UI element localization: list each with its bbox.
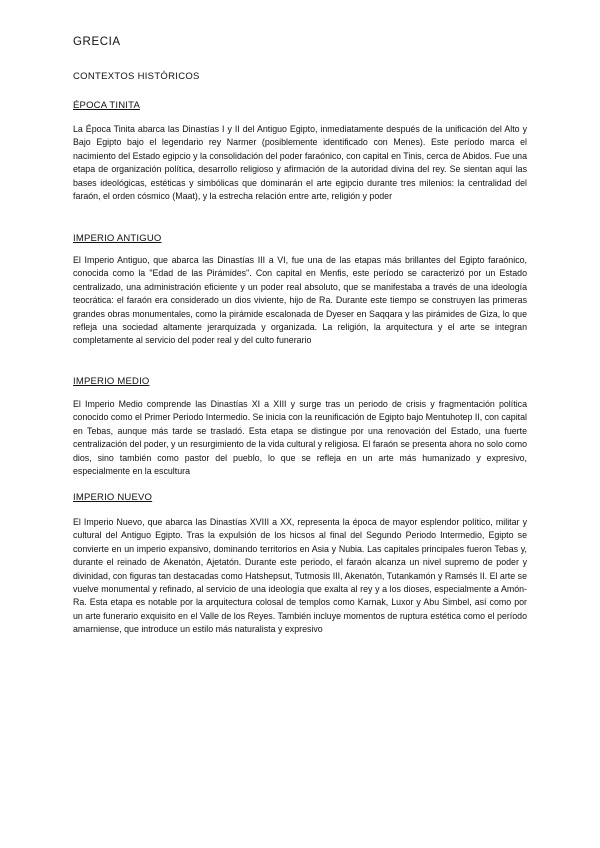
heading-imperio-nuevo: IMPERIO NUEVO xyxy=(73,492,153,503)
heading-imperio-antiguo: IMPERIO ANTIGUO xyxy=(73,233,162,244)
paragraph-epoca-tinita: La Época Tinita abarca las Dinastías I y II del Antiguo Egipto, inmediatamente después de la unificación del Alto y Bajo Egipto bajo el legendario rey Narmer (posiblemente identificado con Menes). Este período marca el nacimiento del Estado egipcio y la consolidación del poder faraónico, con capital en Tinis, cerca de Abidos. Fue una etapa de organización política, desarrollo religioso y afirmación de la autoridad divina del rey. Se sientan aquí las bases ideológicas, estéticas y simbólicas que dominarán el arte egipcio durante tres milenios: la centralidad del faraón, el orden cósmico (Maat), y la estrecha relación entre arte, religión y poder xyxy=(73,124,527,202)
heading-imperio-medio: IMPERIO MEDIO xyxy=(73,376,150,387)
paragraph-imperio-antiguo: El Imperio Antiguo, que abarca las Dinastías III a VI, fue una de las etapas más brillantes del Egipto faraónico, conocida como la "Edad de las Pirámides". Con capital en Menfis, este período se caracterizó por un Estado centralizado, una administración eficiente y un poder real absoluto, que se manifestaba a través de una ideología teocrática: el faraón era considerado un dios viviente, hijo de Ra. Durante este tiempo se construyen las primeras grandes obras monumentales, como la pirámide escalonada de Dyeser en Saqqara y las pirámides de Giza, lo que refleja una sociedad altamente jerarquizada y organizada. La religión, la arquitectura y el arte se integran completamente al servicio del poder real y del culto funerario xyxy=(73,255,527,346)
heading-epoca-tinita: ÉPOCA TINITA xyxy=(73,100,140,111)
section-title: CONTEXTOS HISTÓRICOS xyxy=(73,71,200,82)
paragraph-imperio-medio: El Imperio Medio comprende las Dinastías XI a XIII y surge tras un periodo de crisis y fragmentación política conocido como el Primer Periodo Intermedio. Se inicia con la reunificación de Egipto bajo Mentuhotep II, con capital en Tebas, aunque más tarde se trasladó. Esta etapa se distingue por una renovación del Estado, una fuerte centralización del poder, y un resurgimiento de la vida cultural y religiosa. El faraón se presenta ahora no solo como dios, sino también como pastor del pueblo, lo que se refleja en un arte más humanizado y expresivo, especialmente en la escultura xyxy=(73,399,527,477)
paragraph-imperio-nuevo: El Imperio Nuevo, que abarca las Dinastías XVIII a XX, representa la época de mayor esplendor político, militar y cultural del Antiguo Egipto. Tras la expulsión de los hicsos al final del Segundo Periodo Intermedio, Egipto se convierte en un imperio expansivo, dominando territorios en Asia y Nubia. Las capitales principales fueron Tebas y, durante el reinado de Akenatón, Ajetatón. Durante este periodo, el faraón alcanza un nivel supremo de poder y divinidad, con figuras tan destacadas como Hatshepsut, Tutmosis III, Akenatón, Tutankamón y Ramsés II. El arte se vuelve monumental y refinado, al servicio de una ideología que exalta al rey y a los dioses, especialmente a Amón-Ra. Esta etapa es notable por la arquitectura colosal de templos como Karnak, Luxor y Abu Simbel, así como por un arte funerario exquisito en el Valle de los Reyes. También incluye momentos de ruptura estética como el período amarniense, que introduce un estilo más naturalista y expresivo xyxy=(73,517,527,635)
document-title: GRECIA xyxy=(73,36,121,48)
